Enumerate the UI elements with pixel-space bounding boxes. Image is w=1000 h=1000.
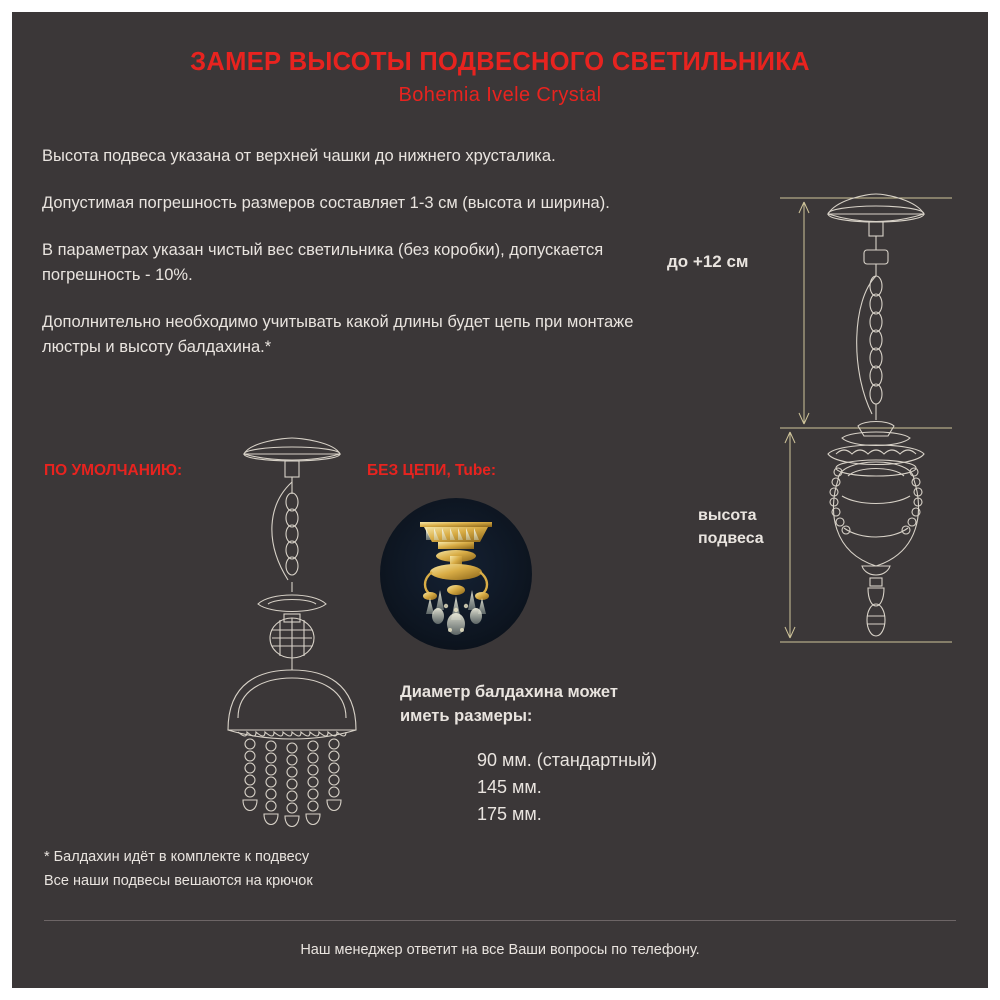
footnote-2: Все наши подвесы вешаются на крючок (44, 873, 313, 889)
default-pendant-drawing (172, 432, 412, 852)
canopy-size-3: 175 мм. (477, 804, 542, 824)
poster-root (12, 12, 988, 988)
footer-divider (44, 920, 956, 921)
bottom-dimension-label (698, 504, 764, 550)
bottom-dimension-line2: подвеса (698, 530, 764, 547)
label-default: ПО УМОЛЧАНИЮ: (44, 462, 183, 479)
paragraph-4: Дополнительно необходимо учитывать какой длины будет цепь при монтаже люстры и высоту балдахина.* (42, 313, 634, 356)
label-no-chain: БЕЗ ЦЕПИ, Tube: (367, 462, 497, 479)
paragraph-3: В параметрах указан чистый вес светильника (без коробки), допускается погрешность - 10%. (42, 241, 604, 284)
bottom-dimension-line1: высота (698, 507, 757, 524)
canopy-size-2: 145 мм. (477, 777, 542, 797)
footnote-1: * Балдахин идёт в комплекте к подвесу (44, 849, 310, 865)
canopy-diameter-title-line1: Диаметр балдахина может (400, 683, 618, 701)
no-chain-photo (380, 498, 532, 650)
info-paragraphs (42, 144, 662, 360)
canopy-size-list (477, 747, 797, 828)
top-dimension-label: до +12 см (667, 252, 749, 271)
canopy-size-1: 90 мм. (стандартный) (477, 750, 658, 770)
paragraph-2: Допустимая погрешность размеров составляет 1-3 см (высота и ширина). (42, 194, 610, 212)
footer-text: Наш менеджер ответит на все Ваши вопросы по телефону. (300, 942, 700, 958)
paragraph-1: Высота подвеса указана от верхней чашки до нижнего хрусталика. (42, 147, 556, 165)
canopy-diameter-title (400, 680, 730, 728)
page-subtitle: Bohemia Ivele Crystal (398, 84, 602, 106)
canopy-diameter-title-line2: иметь размеры: (400, 707, 533, 725)
footnotes (44, 845, 544, 893)
tube-lamp-photo-art (380, 498, 532, 650)
page-title: ЗАМЕР ВЫСОТЫ ПОДВЕСНОГО СВЕТИЛЬНИКА (190, 48, 810, 76)
